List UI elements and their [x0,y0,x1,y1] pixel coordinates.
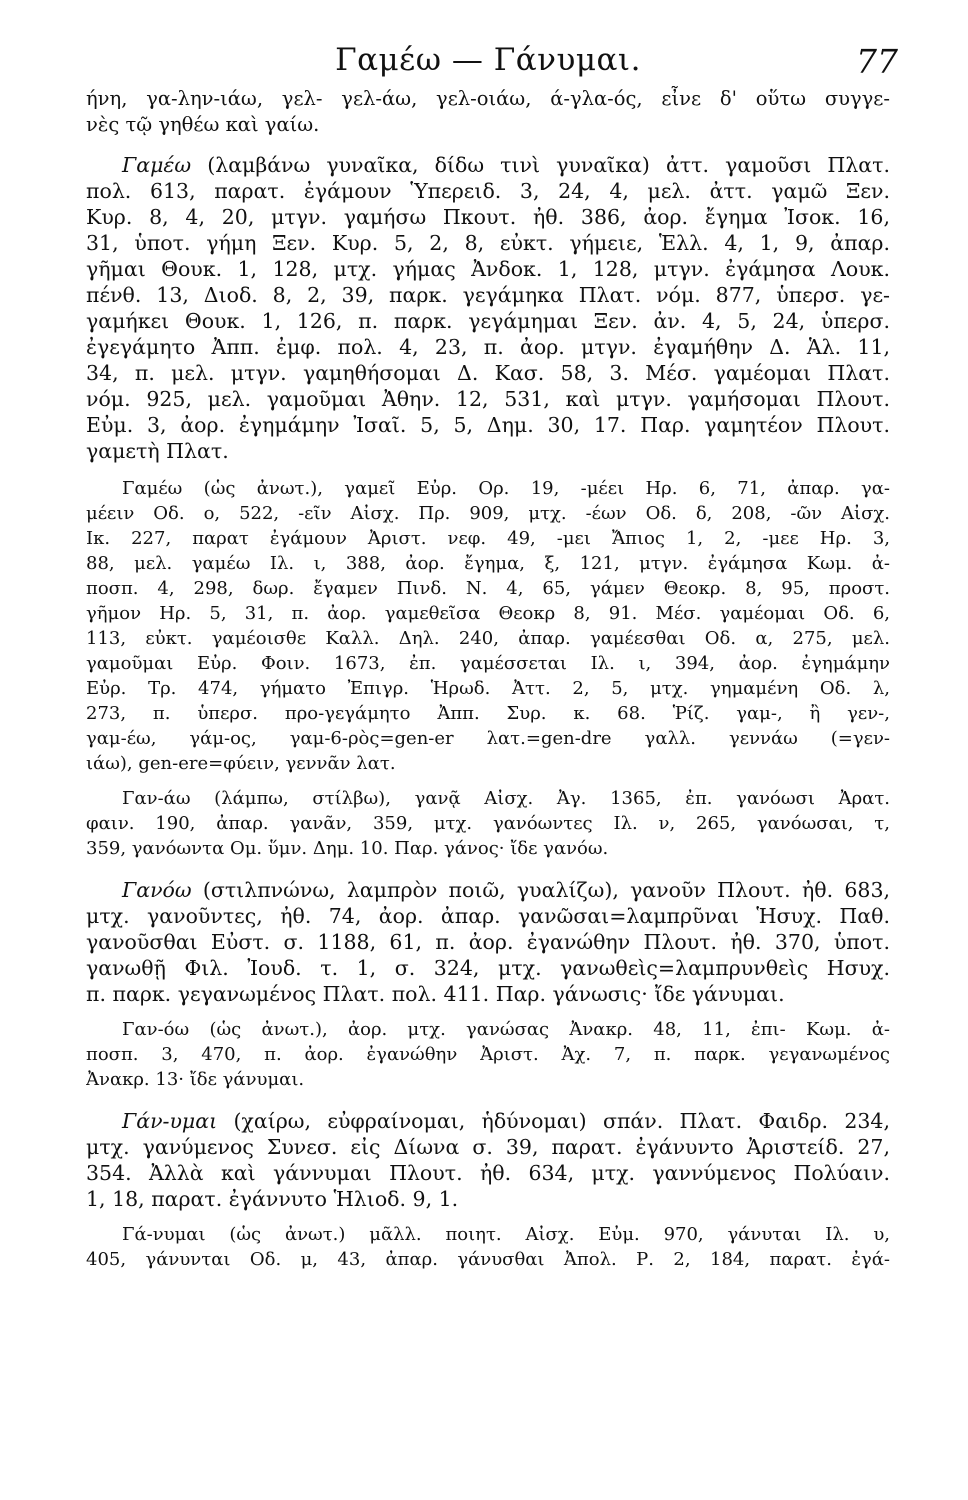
text-line: Εὐμ. 3, ἀορ. ἐγημάμην Ἰσαῖ. 5, 5, Δημ. 30, 17. Παρ. γαμητέον Πλουτ. [86,413,890,437]
text-line: Ικ. 227, παρατ ἐγάμουν Ἀριστ. νεφ. 49, -μει Ἄπιος 1, 2, -μεε Ηρ. 3, [86,528,890,549]
text-line: νὲς τῷ γηθέω καὶ γαίω. [86,113,320,136]
text-line: Κυρ. 8, 4, 20, μτγν. γαμήσω Πκουτ. ἠθ. 386, ἀορ. ἔγημα Ἰσοκ. 16, [86,205,890,229]
text-line: ήνη, γα-λην-ιάω, γελ- γελ-άω, γελ-οιάω, ά-γλα-ός, εἶνε δ' οὕτω συγγε- [86,87,890,110]
first-line-text: (χαίρω, εὐφραίνομαι, ἡδύνομαι) σπάν. Πλατ. Φαιδρ. 234, [217,1109,890,1133]
text-line: ἐγεγάμητο Ἀππ. ἐμφ. πολ. 4, 23, π. ἀορ. μτγν. ἐγαμήθην Δ. Ἁλ. 11, [86,335,890,359]
running-title: Γαμέω — Γάνυμαι. [335,42,641,78]
text-line: 405, γάνυνται Οδ. μ, 43, ἀπαρ. γάνυσθαι Ἀπολ. Ρ. 2, 184, παρατ. ἐγά- [86,1249,890,1270]
entry-ganoo-poetic [86,1017,890,1092]
lemma: Γαμέω [122,153,192,177]
text-line: γαμ-έω, γάμ-ος, γαμ-6-ρὸς=gen-er λατ.=gen-dre γαλλ. γεννάω (=γεν- [86,728,890,749]
text-line: γαμήκει Θουκ. 1, 126, π. παρκ. γεγάμημαι Ξεν. ἀν. 4, 5, 24, ὑπερσ. [86,309,890,333]
text-line: Γαν-άω (λάμπω, στίλβω), γανᾷ Αἰσχ. Ἀγ. 1365, ἐπ. γανόωσι Ἀρατ. [122,788,890,809]
entry-first-line [86,1108,890,1134]
text-line: μτχ. γανοῦντες, ἠθ. 74, ἀορ. ἀπαρ. γανῶσαι=λαμπρῦναι Ἡσυχ. Παθ. [86,904,890,928]
text-line: Γαν-όω (ὡς ἀνωτ.), ἀορ. μτχ. γανώσας Ἀνακρ. 48, 11, ἐπι- Κωμ. ἀ- [122,1019,890,1040]
text-line: 354. Ἀλλὰ καὶ γάννυμαι Πλουτ. ἠθ. 634, μτχ. γαννύμενος Πολύαιν. [86,1161,890,1185]
text-line: Ἀνακρ. 13· ἴδε γάνυμαι. [86,1069,305,1090]
entry-ganoo [86,877,890,1007]
text-line: γαμετὴ Πλατ. [86,439,229,463]
entry-ganymai-poetic [86,1222,890,1272]
text-line: νόμ. 925, μελ. γαμοῦμαι Ἀθην. 12, 531, καὶ μτγν. γαμήσομαι Πλουτ. [86,387,890,411]
text-line: ιάω), gen-ere=φύειν, γεννᾶν λατ. [86,753,396,774]
text-line: Γαμέω (ὡς ἀνωτ.), γαμεῖ Εὐρ. Ορ. 19, -μέει Ηρ. 6, 71, ἀπαρ. γα- [122,478,890,499]
text-line: Γά-νυμαι (ὡς ἀνωτ.) μᾶλλ. ποιητ. Αἰσχ. Εὐμ. 970, γάνυται Ιλ. υ, [122,1224,890,1245]
text-line: μέειν Οδ. ο, 522, -εῖν Αἰσχ. Πρ. 909, μτχ. -έων Οδ. δ, 208, -ῶν Αἰσχ. [86,503,890,524]
page-header [86,20,898,82]
text-line: 1, 18, παρατ. ἐγάννυτο Ἡλιοδ. 9, 1. [86,1187,459,1211]
entry-first-line [86,152,890,178]
text-line: γανωθῇ Φιλ. Ἰουδ. τ. 1, σ. 324, μτχ. γανωθεὶς=λαμπρυνθεὶς Ησυχ. [86,956,890,980]
text-line: μτχ. γανύμενος Συνεσ. εἰς Δίωνα σ. 39, παρατ. ἐγάνυντο Ἀριστείδ. 27, [86,1135,890,1159]
lemma: Γανόω [122,878,192,902]
text-line: 359, γανόωντα Ομ. ὕμν. Δημ. 10. Παρ. γάνος· ἴδε γανόω. [86,838,609,859]
lemma: Γάν-υμαι [122,1109,218,1133]
text-line: 88, μελ. γαμέω Ιλ. ι, 388, ἀορ. ἔγημα, ξ, 121, μτγν. ἐγάμησα Κωμ. ἀ- [86,553,890,574]
text-line: φαιν. 190, ἀπαρ. γανᾶν, 359, μτχ. γανόωντες Ιλ. ν, 265, γανόωσαι, τ, [86,813,890,834]
entry-first-line [86,877,890,903]
first-line-text: (λαμβάνω γυναῖκα, δίδω τινὶ γυναῖκα) ἀττ. γαμοῦσι Πλατ. [191,153,890,177]
entry-ganao [86,786,890,861]
text-line: π. παρκ. γεγανωμένος Πλατ. πολ. 411. Παρ. γάνωσις· ἴδε γάνυμαι. [86,982,785,1006]
text-line: πολ. 613, παρατ. ἐγάμουν Ὑπερειδ. 3, 24, 4, μελ. ἀττ. γαμῶ Ξεν. [86,179,890,203]
text-line: γῆμαι Θουκ. 1, 128, μτχ. γήμας Ἀνδοκ. 1, 128, μτγν. ἐγάμησα Λουκ. [86,257,890,281]
text-line: ποσπ. 3, 470, π. ἀορ. ἐγανώθην Ἀριστ. Ἀχ. 7, π. παρκ. γεγανωμένος [86,1044,890,1065]
entry-ganymai [86,1108,890,1212]
text-line: 31, ὑποτ. γήμη Ξεν. Κυρ. 5, 2, 8, εὐκτ. γήμειε, Ἑλλ. 4, 1, 9, ἀπαρ. [86,231,890,255]
text-line: 113, εὐκτ. γαμέοισθε Καλλ. Δηλ. 240, ἀπαρ. γαμέεσθαι Οδ. α, 275, μελ. [86,628,890,649]
text-line: γανοῦσθαι Εὐστ. σ. 1188, 61, π. ἀορ. ἐγανώθην Πλουτ. ἠθ. 370, ὑποτ. [86,930,890,954]
entry-gameo-attic [86,152,890,464]
text-line: 273, π. ὑπερσ. προ-γεγάμητο Ἀππ. Συρ. κ. 68. Ῥίζ. γαμ-, ἢ γεν-, [86,703,890,724]
text-line: ποσπ. 4, 298, δωρ. ἔγαμεν Πινδ. Ν. 4, 65, γάμεν Θεοκρ. 8, 95, προστ. [86,578,890,599]
first-line-text: (στιλπνώνω, λαμπρὸν ποιῶ, γυαλίζω), γανοῦν Πλουτ. ἠθ. 683, [191,878,890,902]
text-line: γῆμον Ηρ. 5, 31, π. ἀορ. γαμεθεῖσα Θεοκρ 8, 91. Μέσ. γαμέομαι Οδ. 6, [86,603,890,624]
text-line: 34, π. μελ. μτγν. γαμηθήσομαι Δ. Κασ. 58, 3. Μέσ. γαμέομαι Πλατ. [86,361,890,385]
entry-gameo-poetic [86,476,890,776]
text-line: γαμοῦμαι Εὐρ. Φοιν. 1673, ἐπ. γαμέσσεται Ιλ. ι, 394, ἀορ. ἐγημάμην [86,653,890,674]
intro-continuation [86,86,890,138]
text-line: πένθ. 13, Διοδ. 8, 2, 39, παρκ. γεγάμηκα Πλατ. νόμ. 877, ὑπερσ. γε- [86,283,890,307]
text-line: Εὐρ. Τρ. 474, γήματο Ἐπιγρ. Ἡρωδ. Ἀττ. 2, 5, μτχ. γημαμένη Οδ. λ, [86,678,890,699]
page-number: 77 [856,42,898,81]
